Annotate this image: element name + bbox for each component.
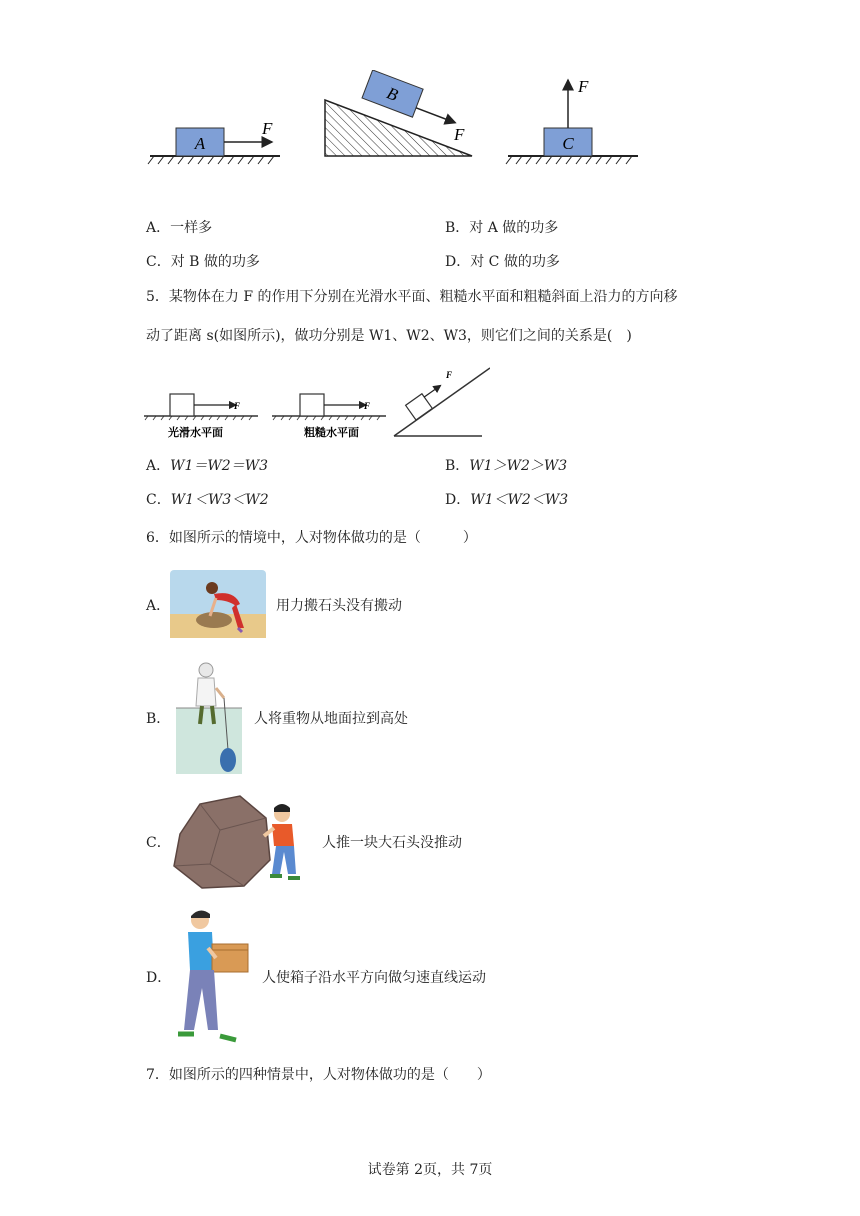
q4-option-d[interactable] — [445, 252, 560, 272]
block-a-label: A — [194, 134, 206, 153]
option-letter: A． — [146, 458, 171, 474]
rough-surface-diagram — [272, 394, 386, 439]
q5-option-c[interactable] — [146, 490, 269, 510]
q5-option-d[interactable] — [445, 490, 568, 510]
smooth-surface-label: 光滑水平面 — [168, 427, 223, 439]
illustration-lifting-stone — [170, 570, 266, 638]
force-label-smooth: F — [234, 401, 241, 411]
q4-figure — [140, 70, 650, 175]
q6-option-a-text: 用力搬石头没有搬动 — [276, 598, 402, 614]
q6-option-c-text: 人推一块大石头没推动 — [322, 835, 462, 851]
q4-option-c[interactable] — [146, 252, 260, 272]
q6-stem: 6．如图所示的情境中，人对物体做功的是（ ） — [146, 530, 477, 546]
option-letter: B． — [445, 220, 470, 236]
rough-surface-label: 粗糙水平面 — [304, 427, 359, 439]
q6-option-b-text: 人将重物从地面拉到高处 — [254, 711, 408, 727]
q6-option-d-text: 人使箱子沿水平方向做匀速直线运动 — [262, 970, 486, 986]
force-label-incline: F — [446, 370, 453, 380]
q5-stem-line2: 动了距离 s(如图所示)，做功分别是 W1、W2、W3，则它们之间的关系是( ) — [146, 328, 632, 344]
illustration-pushing-boulder — [170, 794, 312, 892]
option-text: 对 C 做的功多 — [470, 254, 560, 270]
force-label-a: F — [262, 119, 273, 138]
q7-stem: 7．如图所示的四种情景中，人对物体做功的是（ ） — [146, 1067, 491, 1083]
option-text: W1＞W2＞W3 — [469, 458, 568, 474]
option-letter: C． — [146, 254, 171, 270]
option-text: 一样多 — [170, 220, 213, 236]
q6-option-b-letter[interactable]: B． — [146, 711, 171, 727]
page-footer: 试卷第 2页，共 7页 — [367, 1162, 493, 1178]
block-a-diagram — [148, 119, 280, 164]
q4-option-b[interactable] — [445, 218, 558, 238]
block-b-diagram — [325, 70, 472, 156]
option-letter: C． — [146, 492, 171, 508]
q6-option-c-letter[interactable]: C． — [146, 835, 171, 851]
force-label-b: F — [454, 125, 465, 144]
option-text: W1＝W2＝W3 — [170, 458, 269, 474]
option-letter: B． — [445, 458, 470, 474]
q5-option-b[interactable] — [445, 456, 567, 476]
illustration-carrying-box — [174, 906, 254, 1046]
option-text: 对 A 做的功多 — [469, 220, 559, 236]
option-text: 对 B 做的功多 — [170, 254, 260, 270]
block-c-diagram — [506, 77, 638, 164]
q4-option-a[interactable] — [146, 218, 212, 238]
block-b-label: B — [384, 83, 401, 105]
force-label-rough: F — [364, 401, 371, 411]
incline-diagram — [394, 368, 490, 436]
q5-figure — [140, 364, 490, 442]
force-label-c: F — [578, 77, 589, 96]
block-c-label: C — [562, 134, 574, 153]
q5-option-a[interactable] — [146, 456, 268, 476]
smooth-surface-diagram — [144, 394, 258, 439]
option-letter: A． — [146, 220, 171, 236]
option-text: W1＜W3＜W2 — [170, 492, 269, 508]
q6-option-a-letter[interactable]: A． — [146, 598, 171, 614]
option-letter: D． — [445, 254, 471, 270]
q5-stem-line1: 5．某物体在力 F 的作用下分别在光滑水平面、粗糙水平面和粗糙斜面上沿力的方向移 — [146, 289, 678, 305]
option-text: W1＜W2＜W3 — [470, 492, 569, 508]
illustration-pulling-weight — [176, 658, 246, 776]
option-letter: D． — [445, 492, 471, 508]
q6-option-d-letter[interactable]: D． — [146, 970, 172, 986]
